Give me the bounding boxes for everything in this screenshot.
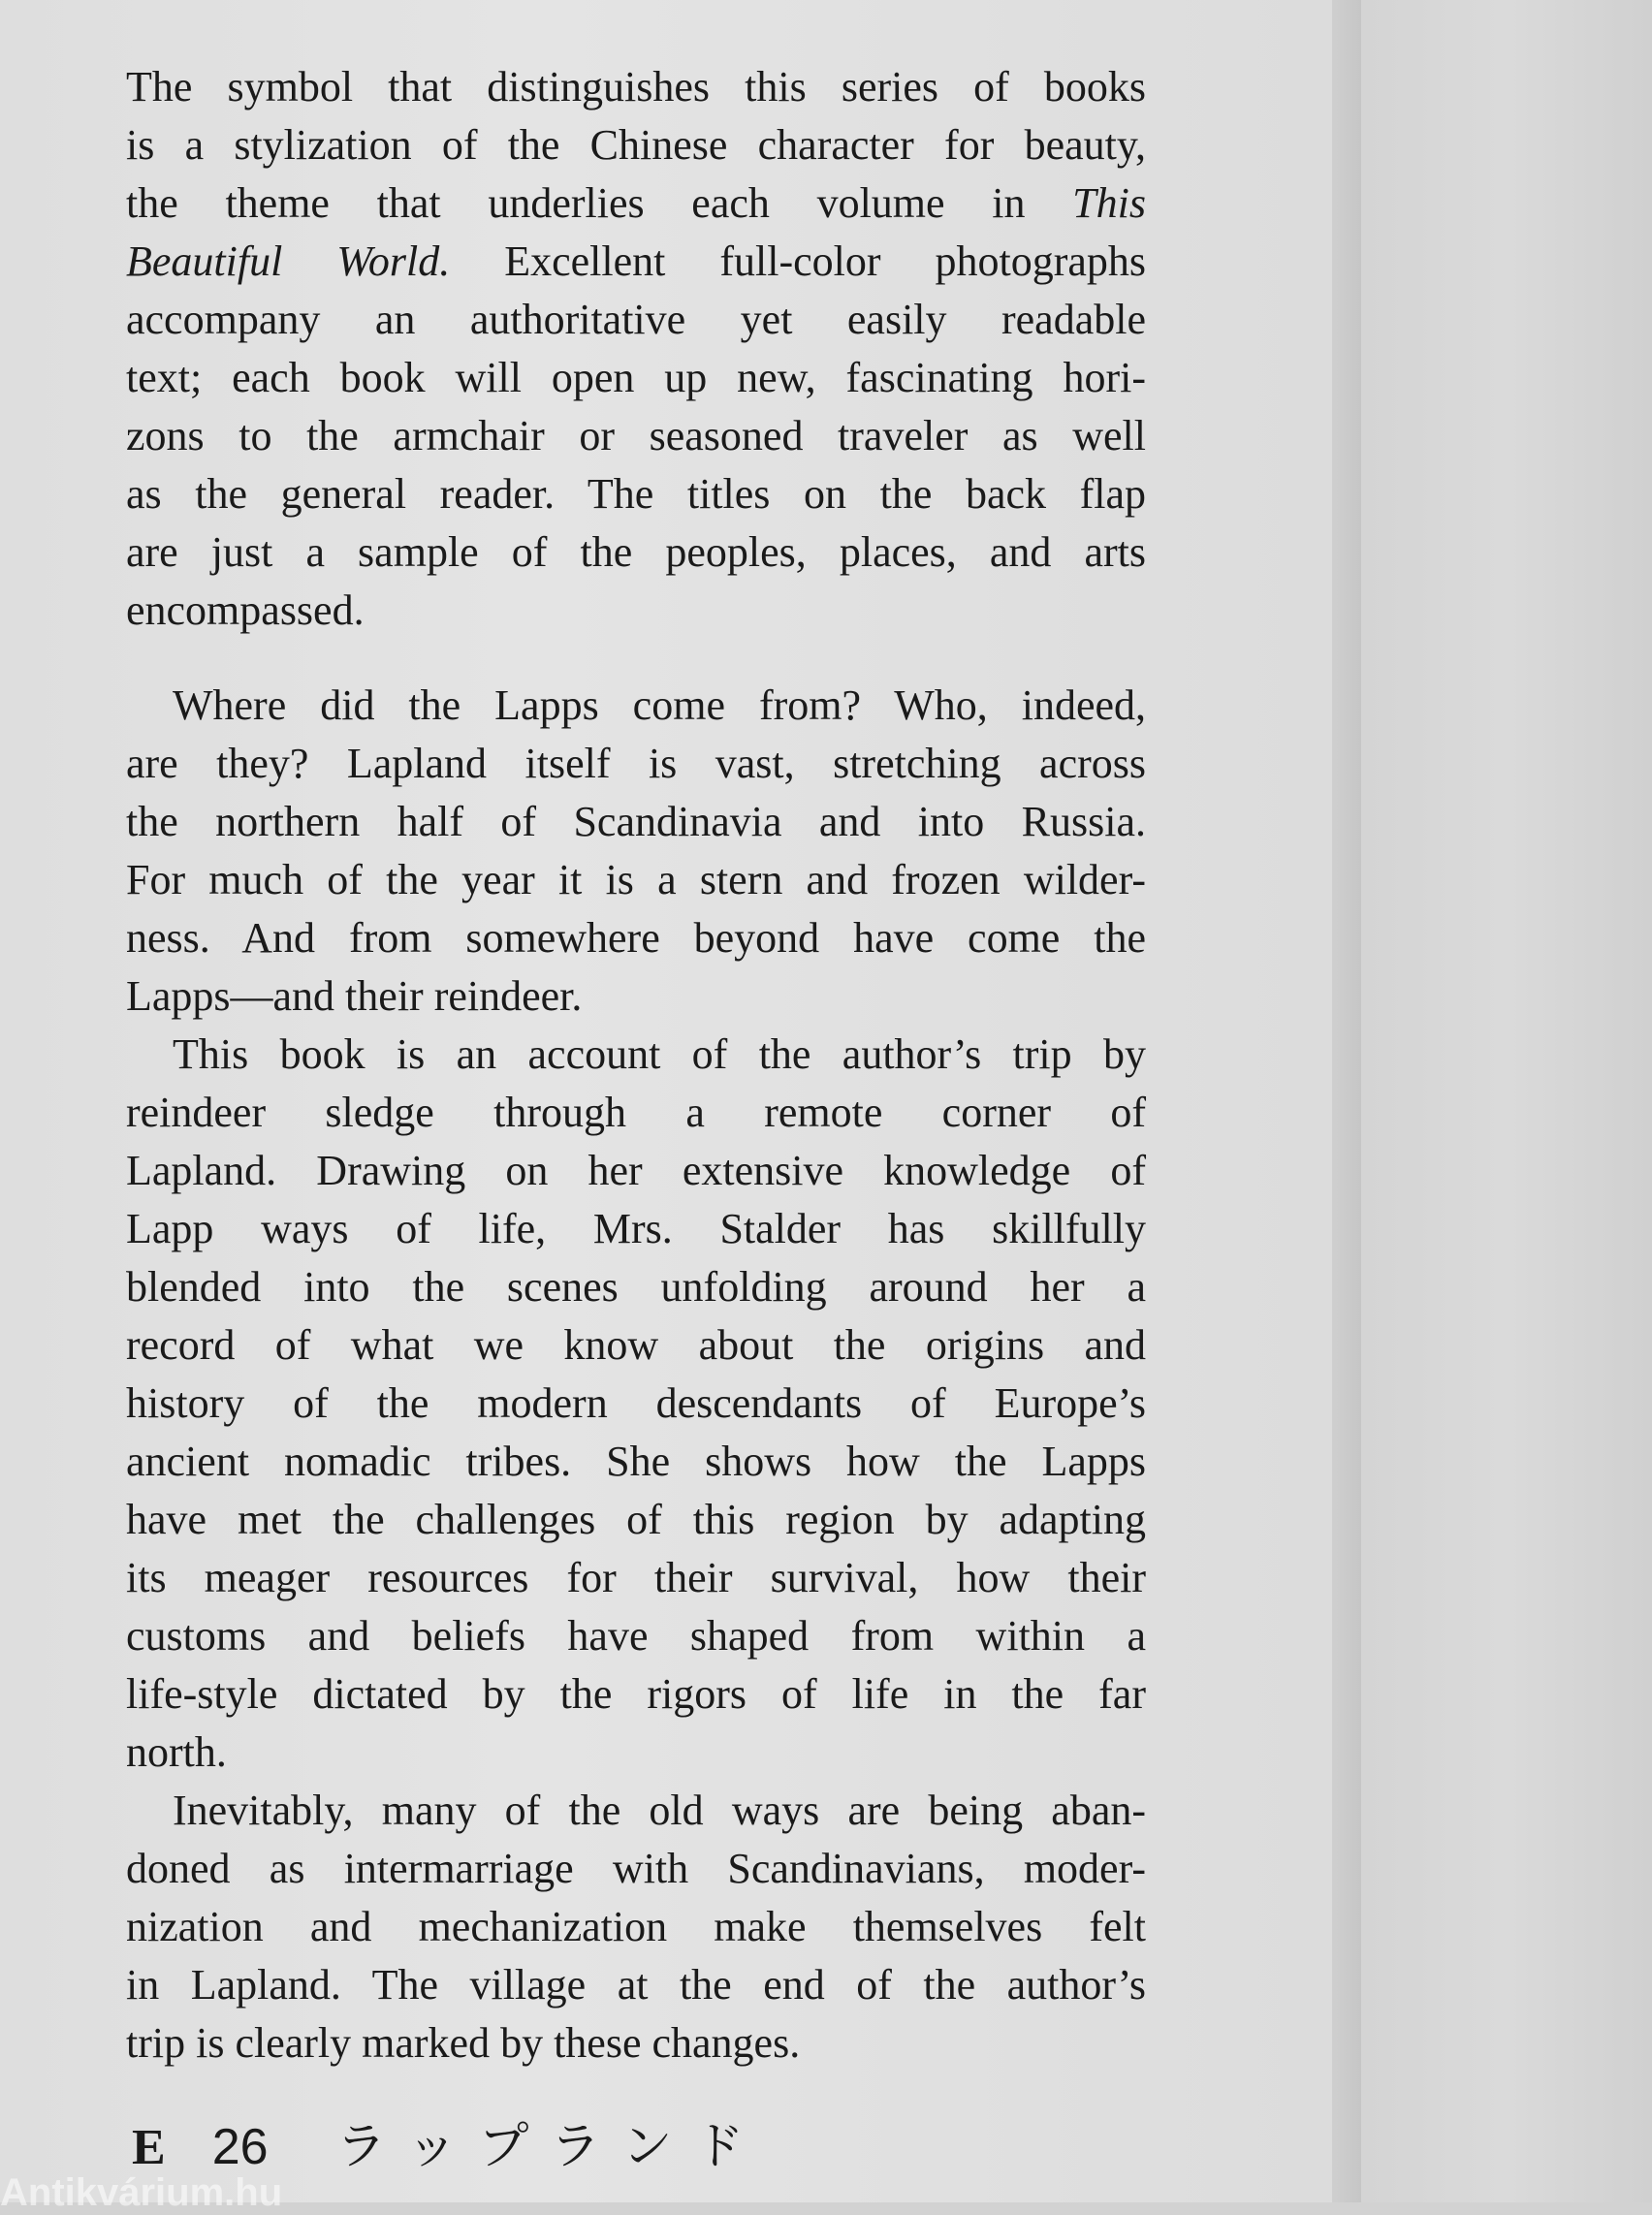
text-line: Where did the Lapps come from? Who, indeed, bbox=[173, 681, 1146, 729]
text-line: This book is an account of the author’s trip by bbox=[173, 1030, 1146, 1078]
series-title-italic: This bbox=[1072, 179, 1146, 227]
text-line: are they? Lapland itself is vast, stretching across bbox=[126, 740, 1146, 787]
text-line: Lapp ways of life, Mrs. Stalder has skillfully bbox=[126, 1205, 1146, 1252]
text-line bbox=[126, 174, 1146, 233]
paragraph-changes bbox=[126, 1782, 1146, 2073]
text-line: reindeer sledge through a remote corner of bbox=[126, 1089, 1146, 1136]
paragraph-account bbox=[126, 1026, 1146, 1782]
series-letter: E bbox=[132, 2120, 166, 2175]
text-line: is a stylization of the Chinese character for beauty, bbox=[126, 121, 1146, 169]
book-description bbox=[126, 677, 1146, 2073]
series-title-italic: Beautiful World. bbox=[126, 237, 451, 285]
text-line: nization and mechanization make themselves felt bbox=[126, 1903, 1146, 1950]
text-line: For much of the year it is a stern and frozen wilder- bbox=[126, 856, 1146, 903]
text-line: as the general reader. The titles on the back flap bbox=[126, 470, 1146, 518]
text-line: north. bbox=[126, 1728, 227, 1776]
text-line: zons to the armchair or seasoned traveler as well bbox=[126, 412, 1146, 459]
text-line: life-style dictated by the rigors of life in the far bbox=[126, 1670, 1146, 1718]
series-description bbox=[126, 58, 1146, 640]
paragraph-origins bbox=[126, 677, 1146, 1026]
text-line: have met the challenges of this region by adapting bbox=[126, 1496, 1146, 1543]
text-line: text; each book will open up new, fascinating hori- bbox=[126, 354, 1146, 401]
text-run: Excellent full-color photographs bbox=[450, 237, 1147, 285]
text-line: blended into the scenes unfolding around her a bbox=[126, 1263, 1146, 1311]
text-line: trip is clearly marked by these changes. bbox=[126, 2019, 801, 2067]
text-line: encompassed. bbox=[126, 586, 365, 634]
text-line bbox=[126, 233, 1146, 291]
text-line: in Lapland. The village at the end of the author’s bbox=[126, 1961, 1146, 2009]
series-code bbox=[132, 2105, 766, 2178]
japanese-title: ラップランド bbox=[335, 2118, 766, 2176]
volume-number: 26 bbox=[211, 2119, 269, 2175]
text-line: The symbol that distinguishes this series of books bbox=[126, 63, 1146, 111]
text-line: Lapland. Drawing on her extensive knowledge of bbox=[126, 1147, 1146, 1194]
text-line: the northern half of Scandinavia and into Russia. bbox=[126, 798, 1146, 845]
text-line: history of the modern descendants of Europe’s bbox=[126, 1379, 1146, 1427]
background-paper bbox=[1361, 0, 1652, 2202]
text-line: doned as intermarriage with Scandinavians, moder- bbox=[126, 1845, 1146, 1892]
text-line: accompany an authoritative yet easily readable bbox=[126, 296, 1146, 343]
text-line: are just a sample of the peoples, places, and arts bbox=[126, 528, 1146, 576]
text-run: the theme that underlies each volume in bbox=[126, 179, 1073, 227]
text-line: Lapps—and their reindeer. bbox=[126, 972, 583, 1020]
text-line: Inevitably, many of the old ways are being aban- bbox=[173, 1787, 1146, 1834]
text-line: record of what we know about the origins and bbox=[126, 1321, 1146, 1369]
text-line: ness. And from somewhere beyond have come the bbox=[126, 914, 1146, 962]
flap-fold-edge bbox=[1332, 0, 1361, 2202]
text-line: customs and beliefs have shaped from within a bbox=[126, 1612, 1146, 1660]
text-line: its meager resources for their survival, how their bbox=[126, 1554, 1146, 1601]
watermark: Antikvárium.hu bbox=[0, 2171, 283, 2214]
text-line: ancient nomadic tribes. She shows how the Lapps bbox=[126, 1438, 1146, 1485]
